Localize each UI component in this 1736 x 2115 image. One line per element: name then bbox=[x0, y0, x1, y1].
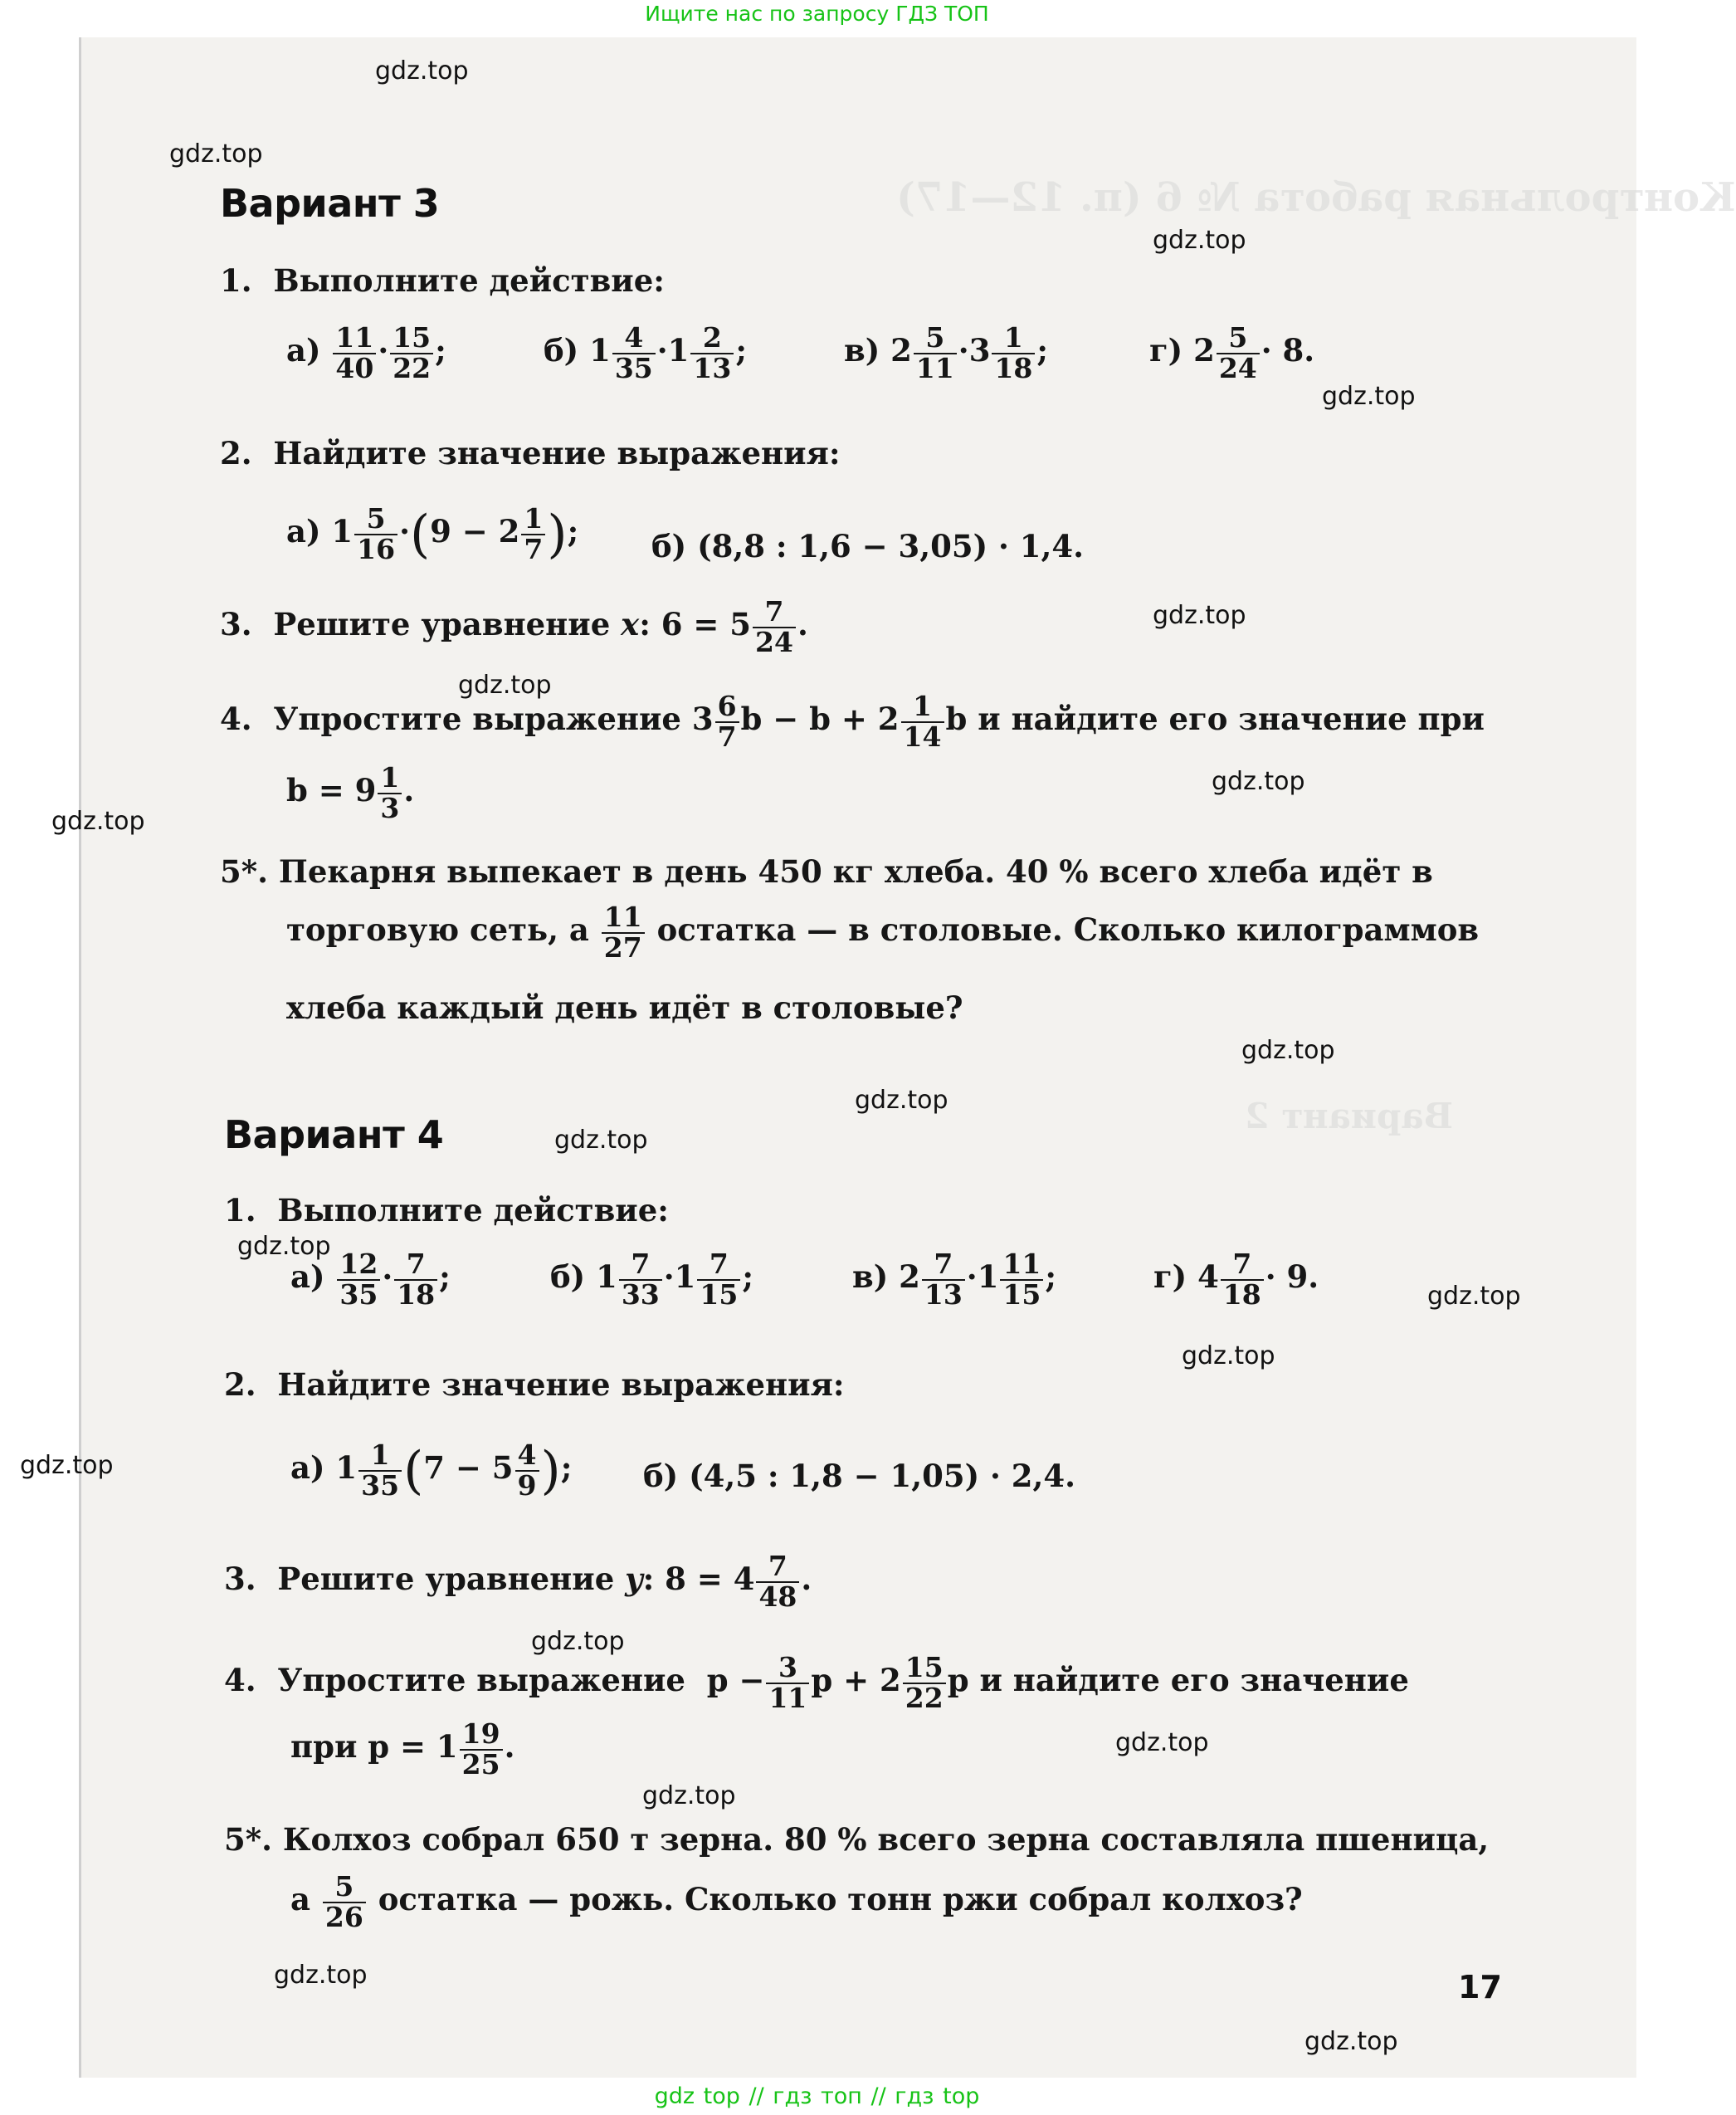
v4-task-1b: б) 1 $\frac{7}{33}$ ·1 $\frac{7}{15}$ ; bbox=[550, 1248, 754, 1311]
page-number: 17 bbox=[1458, 1969, 1502, 2005]
v3-task-1c: в) 2 $\frac{5}{11}$ ·3 $\frac{1}{18}$ ; bbox=[844, 321, 1049, 384]
v4-task-4-line2: при p = 1 $\frac{19}{25}$ . bbox=[290, 1717, 515, 1780]
watermark: gdz.top bbox=[274, 1961, 368, 1990]
v4-task-2b: б) (4,5 : 1,8 − 1,05) · 2,4. bbox=[643, 1458, 1076, 1494]
top-banner[interactable]: Ищите нас по запросу ГДЗ ТОП bbox=[645, 2, 989, 26]
v3-task-1b: б) 1 $\frac{4}{35}$ ·1 $\frac{2}{13}$ ; bbox=[544, 321, 748, 384]
v3-task-3: 3. Решите уравнение x: 6 = 5 $\frac{7}{24}$ . bbox=[220, 595, 808, 658]
v4-task-2a: а) 1 $\frac{1}{35}$ (7 − 5 $\frac{4}{9}$ ); bbox=[290, 1438, 573, 1502]
v4-task-2-heading: 2. Найдите значение выражения: bbox=[224, 1366, 845, 1403]
variant-3-heading: Вариант 3 bbox=[220, 181, 440, 226]
watermark: gdz.top bbox=[375, 56, 469, 85]
v4-task-1d: г) 4 $\frac{7}{18}$ · 9. bbox=[1153, 1248, 1319, 1311]
v4-task-3: 3. Решите уравнение y: 8 = 4 $\frac{7}{48}$ . bbox=[224, 1550, 812, 1613]
watermark: gdz.top bbox=[1427, 1282, 1521, 1311]
watermark: gdz.top bbox=[169, 139, 263, 169]
watermark: gdz.top bbox=[1212, 767, 1305, 796]
v3-task-2-heading: 2. Найдите значение выражения: bbox=[220, 435, 841, 471]
watermark: gdz.top bbox=[642, 1781, 736, 1810]
watermark: gdz.top bbox=[1153, 601, 1246, 630]
watermark: gdz.top bbox=[1153, 226, 1246, 255]
bleed-through-variant: Вариант 2 bbox=[1245, 1096, 1454, 1136]
v3-task-4-line2: b = 9 $\frac{1}{3}$ . bbox=[286, 761, 415, 824]
v3-task-1d: г) 2 $\frac{5}{24}$ · 8. bbox=[1149, 321, 1315, 384]
watermark: gdz.top bbox=[531, 1627, 625, 1656]
v4-task-4-line1: 4. Упростите выражение p − $\frac{3}{11}$ p + 2 $\frac{15}{22}$ p и найдите его значение bbox=[224, 1651, 1409, 1714]
v4-task-5-line2: а $\frac{5}{26}$ остатка — рожь. Сколько тонн ржи собрал колхоз? bbox=[290, 1870, 1303, 1933]
bleed-through-heading: Контрольная работа № 6 (п. 12—17) bbox=[896, 174, 1736, 221]
v3-task-1a: а) $\frac{11}{40}$ · $\frac{15}{22}$ ; bbox=[286, 321, 446, 384]
v4-task-5-line1: 5*. Колхоз собрал 650 т зерна. 80 % всего зерна составляла пшеница, bbox=[224, 1821, 1490, 1858]
watermark: gdz.top bbox=[1115, 1728, 1209, 1757]
v4-task-1a: а) $\frac{12}{35}$ · $\frac{7}{18}$ ; bbox=[290, 1248, 451, 1311]
v4-task-1-heading: 1. Выполните действие: bbox=[224, 1192, 669, 1228]
watermark: gdz.top bbox=[237, 1232, 331, 1261]
watermark: gdz.top bbox=[1322, 382, 1416, 411]
v3-task-5-line1: 5*. Пекарня выпекает в день 450 кг хлеба. 40 % всего хлеба идёт в bbox=[220, 853, 1433, 890]
v3-task-5-line2: торговую сеть, а $\frac{11}{27}$ остатка — в столовые. Сколько килограммов bbox=[286, 901, 1480, 964]
v3-task-2b: б) (8,8 : 1,6 − 3,05) · 1,4. bbox=[651, 528, 1085, 564]
bottom-banner[interactable]: gdz top // гдз топ // гдз top bbox=[654, 2083, 980, 2109]
watermark: gdz.top bbox=[458, 671, 552, 700]
watermark: gdz.top bbox=[20, 1451, 114, 1480]
watermark: gdz.top bbox=[855, 1086, 948, 1115]
v3-task-2a: а) 1 $\frac{5}{16}$ ·(9 − 2 $\frac{1}{7}$ ); bbox=[286, 502, 579, 565]
watermark: gdz.top bbox=[1304, 2027, 1398, 2056]
watermark: gdz.top bbox=[1182, 1341, 1275, 1370]
variant-4-heading: Вариант 4 bbox=[224, 1112, 444, 1157]
watermark: gdz.top bbox=[1241, 1036, 1335, 1065]
v3-task-5-line3: хлеба каждый день идёт в столовые? bbox=[286, 989, 963, 1026]
watermark: gdz.top bbox=[51, 807, 145, 836]
v3-task-1-heading: 1. Выполните действие: bbox=[220, 262, 665, 299]
watermark: gdz.top bbox=[554, 1126, 648, 1155]
v4-task-1c: в) 2 $\frac{7}{13}$ ·1 $\frac{11}{15}$ ; bbox=[852, 1248, 1057, 1311]
v3-task-4-line1: 4. Упростите выражение 3 $\frac{6}{7}$ b − b + 2 $\frac{1}{14}$ b и найдите его значение при bbox=[220, 690, 1485, 753]
